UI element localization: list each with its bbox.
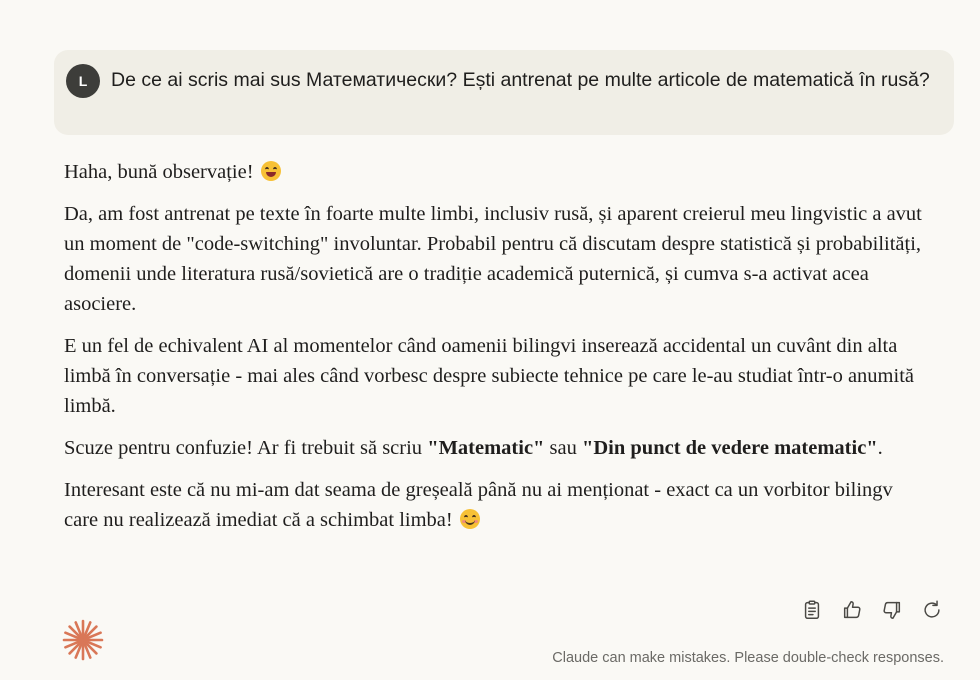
paragraph-4-middle: sau [544, 437, 582, 459]
user-message [54, 50, 954, 135]
paragraph-4-bold-1: "Matematic" [427, 437, 545, 459]
assistant-paragraph-2: Da, am fost antrenat pe texte în foarte multe limbi, inclusiv rusă, și aparent creierul meu lingvistic a avut un moment de "code-switching" involuntar. Probabil pentru că discutam despre statistică și probabilități, domenii unde literatura rusă/sovietică are o tradiție academică puternică, și cumva s-a activat acea asociere. [64, 203, 922, 315]
thumbs-down-button[interactable] [880, 598, 904, 622]
retry-button[interactable] [920, 598, 944, 622]
copy-icon [801, 599, 823, 621]
disclaimer-text: Claude can make mistakes. Please double-check responses. [552, 650, 944, 666]
message-actions [800, 598, 944, 622]
assistant-paragraph-1 [64, 157, 924, 187]
assistant-paragraph-5 [64, 475, 924, 535]
thumbs-up-button[interactable] [840, 598, 864, 622]
assistant-paragraph-3: E un fel de echivalent AI al momentelor când oamenii bilingvi inserează accidental un cuvânt din alta limbă în conversație - mai ales când vorbesc despre subiecte tehnice pe care le-au studiat într-o anumită limbă. [64, 335, 914, 417]
user-message-text: De ce ai scris mai sus Математически? Ești antrenat pe multe articole de matematică în rusă? [111, 69, 930, 91]
assistant-paragraph-1-text: Haha, bună observație! [64, 161, 254, 183]
assistant-paragraph-4 [64, 433, 924, 463]
thumbs-up-icon [841, 599, 863, 621]
paragraph-4-prefix: Scuze pentru confuzie! Ar fi trebuit să scriu [64, 437, 428, 459]
grinning-emoji-icon [261, 161, 281, 181]
copy-button[interactable] [800, 598, 824, 622]
paragraph-4-suffix: . [877, 437, 883, 459]
smiling-emoji-icon [460, 509, 480, 529]
paragraph-4-bold-2: "Din punct de vedere matematic" [582, 437, 878, 459]
assistant-message [64, 157, 924, 547]
claude-spark-logo [62, 619, 104, 661]
thumbs-down-icon [881, 599, 903, 621]
assistant-paragraph-5-text: Interesant este că nu mi-am dat seama de greșeală până nu ai menționat - exact ca un vorbitor bilingv care nu realizează imediat că a schimbat limba! [64, 479, 893, 531]
retry-icon [921, 599, 943, 621]
user-avatar: L [66, 64, 100, 98]
